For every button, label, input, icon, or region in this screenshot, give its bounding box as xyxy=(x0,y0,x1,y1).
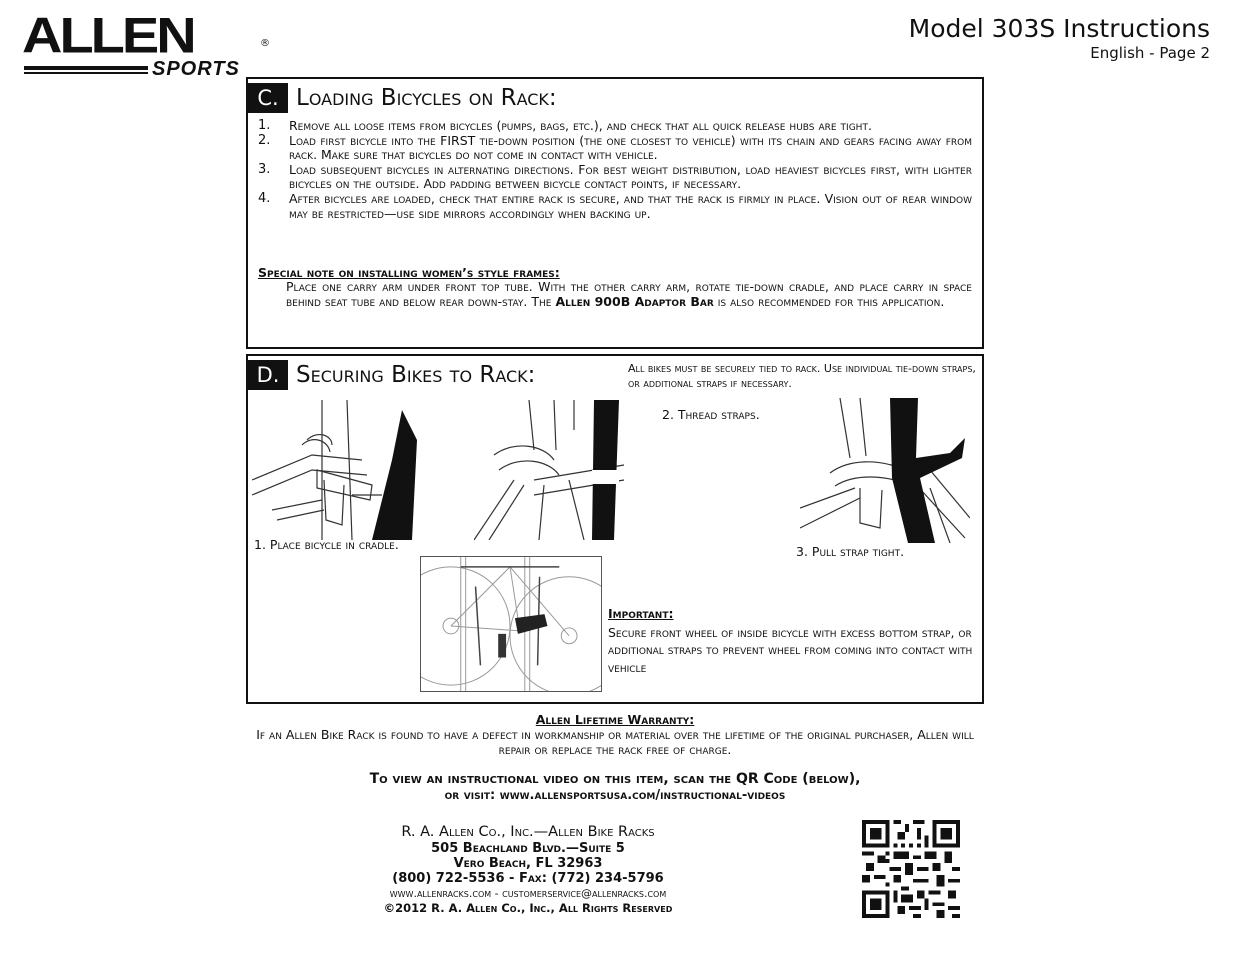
thread-straps-illustration xyxy=(474,400,630,540)
step-pull-strap-caption: 3. Pull strap tight. xyxy=(796,544,905,559)
place-bicycle-illustration xyxy=(252,400,428,540)
document-title: Model 303S Instructions xyxy=(908,14,1210,43)
company-address-block xyxy=(318,823,738,916)
special-note-text: Place one carry arm under front top tube. With the other carry arm, rotate tie-down cradle, and place carry in space behind seat tube and below rear down-stay. The Allen 900B Adaptor Bar is also recommended for this application. xyxy=(286,279,972,309)
important-heading: Important: xyxy=(608,606,674,621)
adaptor-bar-product: Allen 900B Adaptor Bar xyxy=(555,293,714,309)
list-item: 2. Load first bicycle into the FIRST tie-down position (the one closest to vehicle) with its chain and gears facing away from rack. Make sure that bicycles do not come in contact with vehicle. xyxy=(258,132,972,163)
warranty-text: If an Allen Bike Rack is found to have a defect in workmanship or material over the lifetime of the original purchaser, Allen will repair or replace the rack free of charge. xyxy=(256,727,974,757)
logo-swoosh xyxy=(24,66,148,70)
warranty-heading: Allen Lifetime Warranty: xyxy=(535,712,695,727)
list-item: 1. Remove all loose items from bicycles (pumps, bags, etc.), and check that all quick release hubs are tight. xyxy=(258,118,872,133)
qr-code-icon[interactable] xyxy=(862,820,960,918)
video-instructions-line: To view an instructional video on this item, scan the QR Code (below), xyxy=(369,771,861,787)
copyright: ©2012 R. A. Allen Co., Inc., All Rights Reserved xyxy=(383,901,673,915)
section-c-title: Loading Bicycles on Rack: xyxy=(296,85,557,111)
logo-swoosh-thin xyxy=(24,72,148,74)
page-label: English - Page 2 xyxy=(1090,44,1210,62)
logo-brand-main: ALLEN xyxy=(22,6,194,64)
important-text: Secure front wheel of inside bicycle with excess bottom strap, or additional straps to prevent wheel from coming into contact with vehicle xyxy=(608,625,973,675)
list-item: 4. After bicycles are loaded, check that entire rack is secure, and that the rack is firmly in place. Vision out of rear window may be restricted—use side mirrors accordingly when backing up. xyxy=(258,190,972,221)
section-d-title: Securing Bikes to Rack: xyxy=(296,362,536,388)
step-thread-straps-caption: 2. Thread straps. xyxy=(662,407,760,422)
logo-brand-sub: SPORTS xyxy=(152,58,240,80)
section-c-letter: C. xyxy=(248,83,288,113)
pull-strap-illustration xyxy=(800,398,970,543)
special-note-heading: Special note on installing women’s style frames: xyxy=(258,265,560,280)
list-item: 3. Load subsequent bicycles in alternating directions. For best weight distribution, load heaviest bicycles first, with lighter bicycles on the outside. Add padding between bicycle contact points, if necessary. xyxy=(258,161,972,192)
street-address: 505 Beachland Blvd.—Suite 5 xyxy=(431,841,625,856)
web-email[interactable]: www.allenracks.com - customerservice@allenracks.com xyxy=(389,887,667,900)
section-d-letter: D. xyxy=(248,360,288,390)
loading-steps-list xyxy=(258,119,972,221)
phone-fax: (800) 722-5536 - Fax: (772) 234-5796 xyxy=(392,871,664,886)
securing-note: All bikes must be securely tied to rack. Use individual tie-down straps, or additional straps if necessary. xyxy=(628,362,976,390)
step-place-bicycle-caption: 1. Place bicycle in cradle. xyxy=(254,537,399,552)
front-wheel-strap-illustration xyxy=(420,556,602,692)
city-address: Vero Beach, FL 32963 xyxy=(453,856,603,871)
video-url-line[interactable]: or visit: www.allensportsusa.com/instructional-videos xyxy=(444,788,786,803)
section-loading-bicycles xyxy=(246,77,984,349)
company-name: R. A. Allen Co., Inc.—Allen Bike Racks xyxy=(401,824,655,840)
allen-sports-logo xyxy=(22,6,274,80)
section-securing-bikes xyxy=(246,354,984,704)
logo-registered-mark: ® xyxy=(260,38,270,49)
